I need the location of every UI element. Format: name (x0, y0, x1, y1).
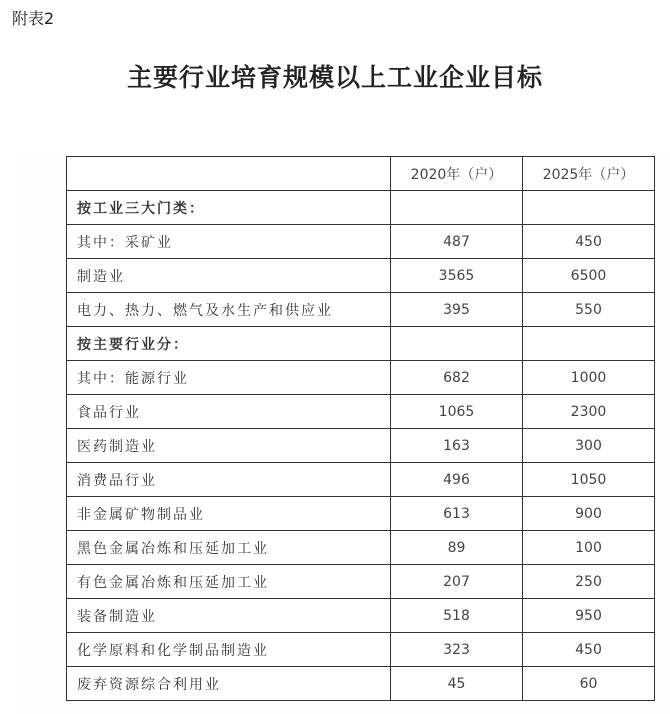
industry-label-cell: 制造业 (67, 259, 391, 293)
industry-label-cell: 装备制造业 (67, 599, 391, 633)
group-heading-cell: 按主要行业分： (67, 327, 391, 361)
industry-label-cell: 其中：采矿业 (67, 225, 391, 259)
table-row (67, 667, 655, 701)
table-row (67, 497, 655, 531)
industry-label-cell: 食品行业 (67, 395, 391, 429)
value-2025-cell: 100 (523, 531, 655, 565)
table-row (67, 633, 655, 667)
table-row (67, 259, 655, 293)
value-2025-cell: 950 (523, 599, 655, 633)
table-row (67, 293, 655, 327)
table-row (67, 463, 655, 497)
table-row (67, 225, 655, 259)
industry-label-cell: 医药制造业 (67, 429, 391, 463)
table-row (67, 565, 655, 599)
header-2025: 2025年（户） (523, 157, 655, 191)
industry-label-cell: 消费品行业 (67, 463, 391, 497)
value-2020-cell: 3565 (391, 259, 523, 293)
value-2025-cell: 300 (523, 429, 655, 463)
industry-label-cell: 其中：能源行业 (67, 361, 391, 395)
value-2025-cell: 6500 (523, 259, 655, 293)
value-2020-cell: 487 (391, 225, 523, 259)
value-2025-cell: 550 (523, 293, 655, 327)
group-heading-cell: 按工业三大门类： (67, 191, 391, 225)
header-category (67, 157, 391, 191)
table-header-row (67, 157, 655, 191)
targets-table (66, 156, 655, 701)
industry-label-cell: 非金属矿物制品业 (67, 497, 391, 531)
page-title: 主要行业培育规模以上工业企业目标 (126, 63, 543, 92)
value-2020-cell: 323 (391, 633, 523, 667)
value-2020-cell: 89 (391, 531, 523, 565)
table-row (67, 531, 655, 565)
value-2025-cell: 450 (523, 633, 655, 667)
value-2025-cell: 1050 (523, 463, 655, 497)
header-2020: 2020年（户） (391, 157, 523, 191)
value-2020-cell: 518 (391, 599, 523, 633)
table-group-row (67, 191, 655, 225)
value-2020-cell: 45 (391, 667, 523, 701)
industry-label-cell: 废弃资源综合利用业 (67, 667, 391, 701)
table-group-row (67, 327, 655, 361)
value-2025-cell: 250 (523, 565, 655, 599)
table-row (67, 395, 655, 429)
value-2020-cell: 207 (391, 565, 523, 599)
value-2020-cell (391, 327, 523, 361)
value-2020-cell: 496 (391, 463, 523, 497)
value-2020-cell: 395 (391, 293, 523, 327)
value-2025-cell: 900 (523, 497, 655, 531)
table-row (67, 429, 655, 463)
value-2025-cell (523, 191, 655, 225)
value-2020-cell: 1065 (391, 395, 523, 429)
industry-label-cell: 电力、热力、燃气及水生产和供应业 (67, 293, 391, 327)
value-2025-cell: 450 (523, 225, 655, 259)
value-2020-cell (391, 191, 523, 225)
value-2020-cell: 682 (391, 361, 523, 395)
industry-label-cell: 化学原料和化学制品制造业 (67, 633, 391, 667)
industry-label-cell: 有色金属冶炼和压延加工业 (67, 565, 391, 599)
table-row (67, 361, 655, 395)
industry-label-cell: 黑色金属冶炼和压延加工业 (67, 531, 391, 565)
value-2025-cell: 1000 (523, 361, 655, 395)
value-2025-cell: 2300 (523, 395, 655, 429)
value-2025-cell (523, 327, 655, 361)
value-2025-cell: 60 (523, 667, 655, 701)
table-row (67, 599, 655, 633)
annex-label: 附表2 (12, 9, 55, 28)
value-2020-cell: 613 (391, 497, 523, 531)
value-2020-cell: 163 (391, 429, 523, 463)
